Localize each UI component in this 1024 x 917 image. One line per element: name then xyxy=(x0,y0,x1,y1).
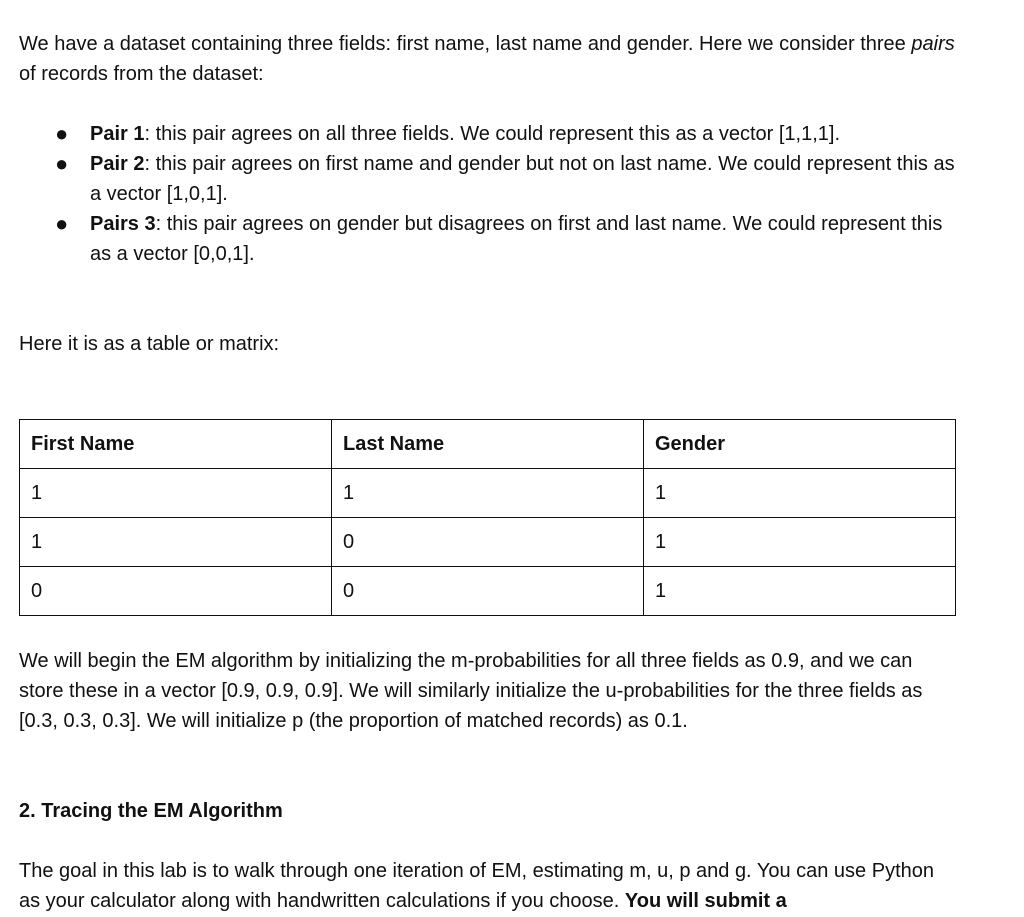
pair-label: Pairs 3 xyxy=(90,213,156,235)
table-cell: 0 xyxy=(332,518,644,567)
pair-text: : this pair agrees on gender but disagrees on first and last name. We could represent this as a vector [0,0,1]. xyxy=(90,213,943,265)
pair-text: : this pair agrees on all three fields. We could represent this as a vector [1,1,1]. xyxy=(144,123,841,145)
pair-text: : this pair agrees on first name and gender but not on last name. We could represent this as a vector [1,0,1]. xyxy=(90,153,955,205)
header-first-name: First Name xyxy=(20,420,332,469)
bullet-icon: ● xyxy=(55,121,69,146)
list-item xyxy=(19,119,959,149)
table-cell: 1 xyxy=(20,469,332,518)
intro-text-start: We have a dataset containing three fields: first name, last name and gender. Here we consider three xyxy=(19,33,912,55)
table-cell: 0 xyxy=(20,567,332,616)
table-cell: 0 xyxy=(332,567,644,616)
pair-label: Pair 1 xyxy=(90,123,145,145)
pair-label: Pair 2 xyxy=(90,153,145,175)
table-cell: 1 xyxy=(644,469,956,518)
table-cell: 1 xyxy=(332,469,644,518)
header-gender: Gender xyxy=(644,420,956,469)
document-page xyxy=(19,29,959,916)
section-heading: 2. Tracing the EM Algorithm xyxy=(19,800,283,822)
intro-paragraph xyxy=(19,29,959,89)
intro-emphasis: pairs xyxy=(911,33,955,55)
bullet-icon: ● xyxy=(55,151,69,176)
em-initialization-paragraph: We will begin the EM algorithm by initializing the m-probabilities for all three fields as 0.9, and we can store these in a vector [0.9, 0.9, 0.9]. We will similarly initialize the u-probabilities for the three fields as [0.3, 0.3, 0.3]. We will initialize p (the proportion of matched records) as 0.1. xyxy=(19,650,923,732)
table-cell: 1 xyxy=(644,518,956,567)
list-item xyxy=(19,209,959,269)
table-header-row xyxy=(20,420,956,469)
table-intro-text: Here it is as a table or matrix: xyxy=(19,333,280,355)
bullet-icon: ● xyxy=(55,211,69,236)
goal-bold-text: You will submit a xyxy=(624,890,787,912)
goal-text: The goal in this lab is to walk through one iteration of EM, estimating m, u, p and g. You can use Python as your calculator along with handwritten calculations if you choose. xyxy=(19,860,934,912)
table-cell: 1 xyxy=(644,567,956,616)
header-last-name: Last Name xyxy=(332,420,644,469)
table-row xyxy=(20,518,956,567)
goal-paragraph xyxy=(19,856,959,916)
list-item xyxy=(19,149,959,209)
pairs-list xyxy=(19,119,959,269)
table-row xyxy=(20,469,956,518)
agreement-matrix-table xyxy=(19,419,956,616)
table-cell: 1 xyxy=(20,518,332,567)
intro-text-end: of records from the dataset: xyxy=(19,63,264,85)
table-row xyxy=(20,567,956,616)
